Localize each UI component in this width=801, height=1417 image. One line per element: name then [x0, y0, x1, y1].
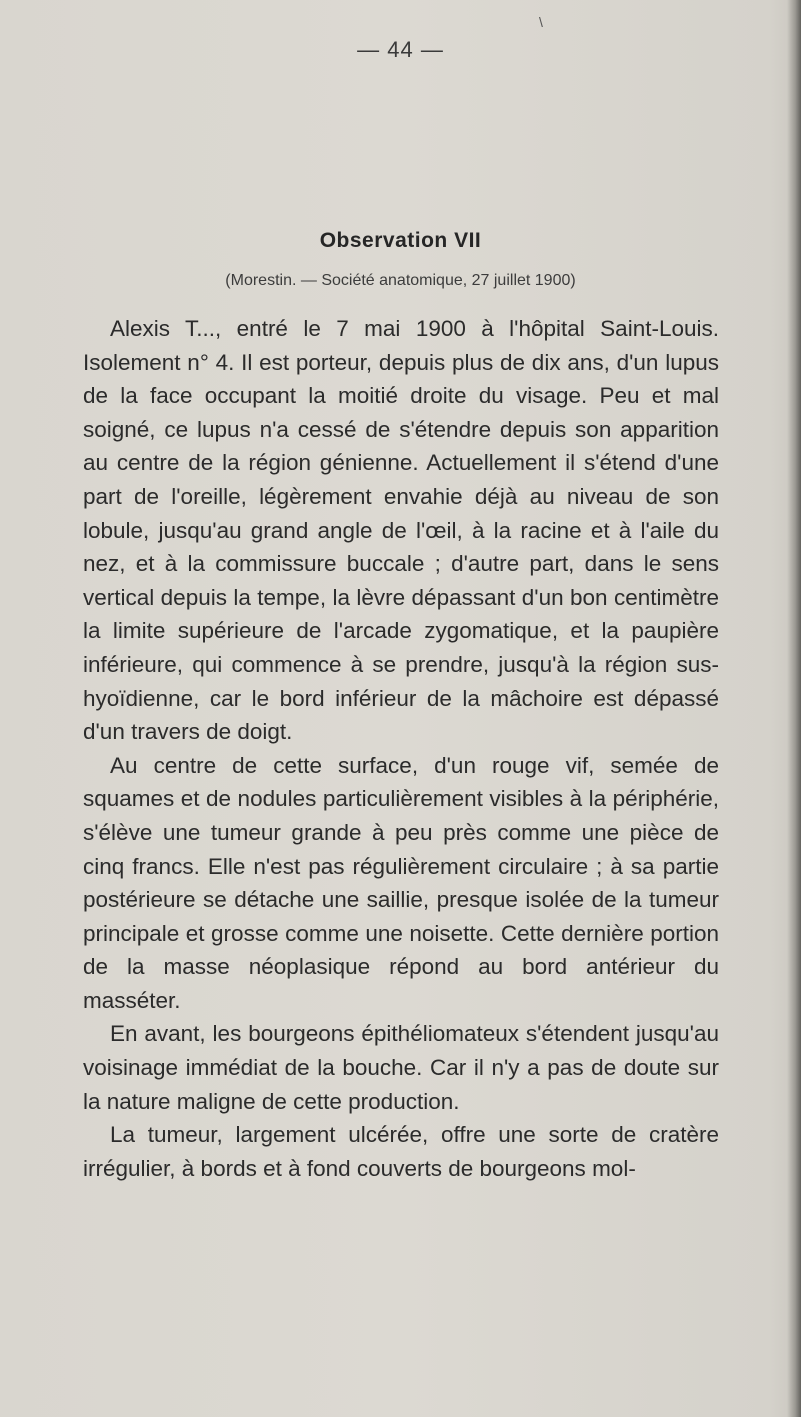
- paragraph: Alexis T..., entré le 7 mai 1900 à l'hôpital Saint-Louis. Isolement n° 4. Il est porteur, depuis plus de dix ans, d'un lupus de la face occupant la moitié droite du visage. Peu et mal soigné, ce lupus n'a cessé de s'étendre depuis son apparition au centre de la région génienne. Actuellement il s'étend d'une part de l'oreille, légèrement envahie déjà au niveau de son lobule, jusqu'au grand angle de l'œil, à la racine et à l'aile du nez, et à la commissure buccale ; d'autre part, dans le sens vertical depuis la tempe, la lèvre dépassant d'un bon centimètre la limite supérieure de l'arcade zygomatique, et la paupière inférieure, qui commence à se prendre, jusqu'à la région sus-hyoïdienne, car le bord inférieur de la mâchoire est dépassé d'un travers de doigt.: [83, 316, 719, 745]
- paragraph: En avant, les bourgeons épithéliomateux s'étendent jusqu'au voisinage immédiat de la bouche. Car il n'y a pas de doute sur la nature maligne de cette production.: [83, 1021, 719, 1114]
- paragraph: La tumeur, largement ulcérée, offre une sorte de cratère irrégulier, à bords et à fond couverts de bourgeons mol-: [83, 1122, 719, 1181]
- corner-mark: \: [539, 14, 543, 30]
- page-edge-shadow: [787, 0, 801, 1417]
- page-number: — 44 —: [357, 37, 444, 62]
- paragraph: Au centre de cette surface, d'un rouge vif, semée de squames et de nodules particulièrement visibles à la périphérie, s'élève une tumeur grande à peu près comme une pièce de cinq francs. Elle n'est pas régulièrement circulaire ; à sa partie postérieure se détache une saillie, presque isolée de la tumeur principale et grosse comme une noisette. Cette dernière portion de la masse néoplasique répond au bord antérieur du masséter.: [83, 752, 719, 1013]
- observation-source: (Morestin. — Société anatomique, 27 juillet 1900): [225, 272, 576, 289]
- observation-title: Observation VII: [319, 229, 482, 252]
- body-text: [83, 312, 719, 1185]
